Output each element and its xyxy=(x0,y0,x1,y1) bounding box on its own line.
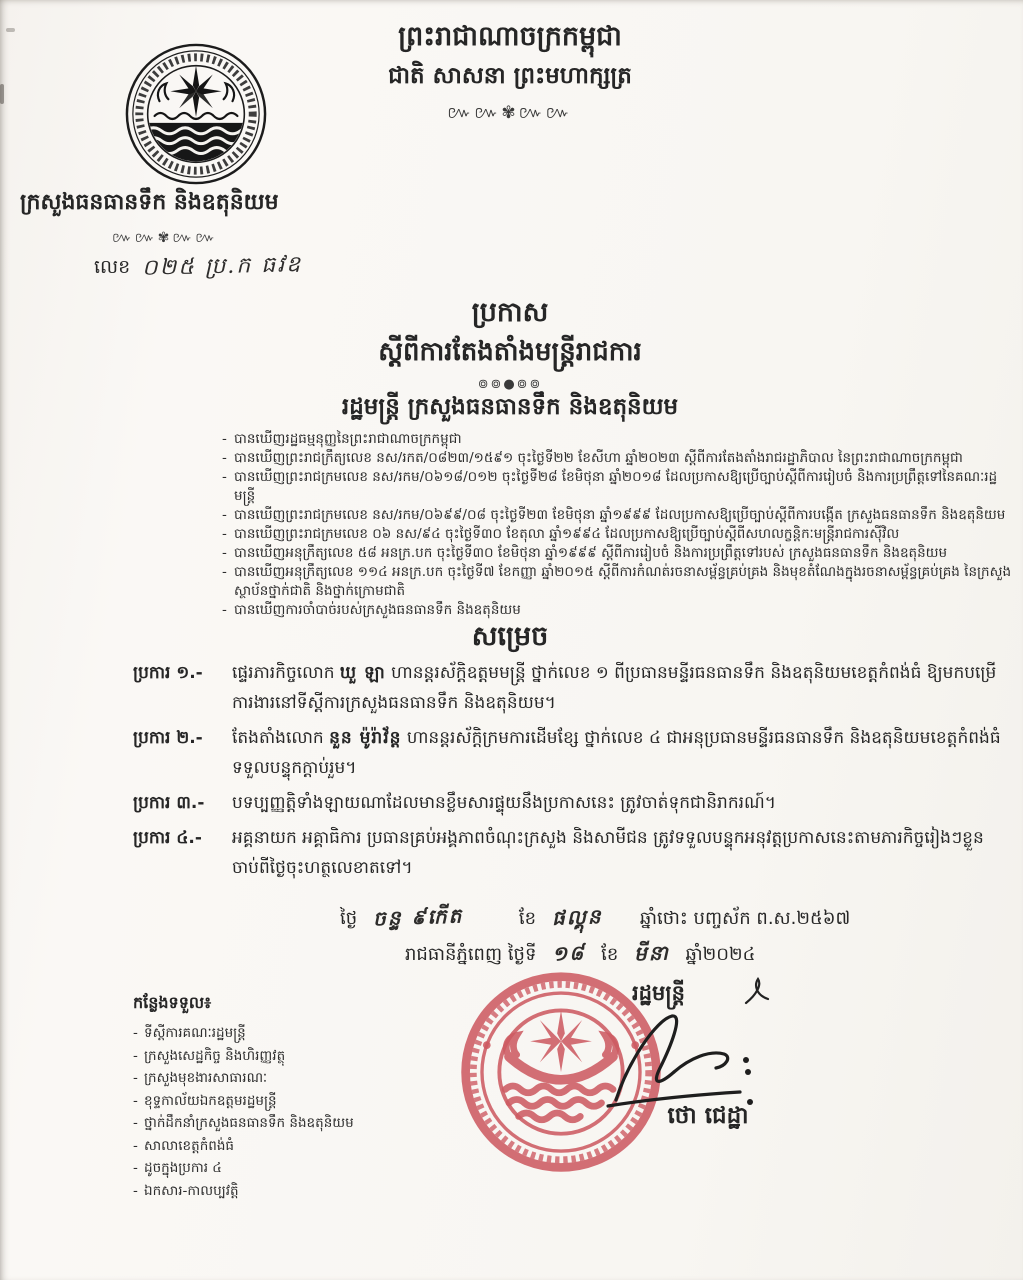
article-text xyxy=(232,788,1013,818)
distribution-item: - ឯកសារ-កាលប្បវត្តិ xyxy=(133,1180,463,1203)
date-block xyxy=(340,900,1020,972)
preamble-item: - បានឃើញព្រះរាជក្រមលេខ នស/រកម/០៦៩៩/០៨ ចុះថ្ងៃទី២៣ ខែមិថុនា ឆ្នាំ១៩៩៩ ដែលប្រកាសឱ្យប្រើច្បាប់ស្តីពីការបង្កើត ក្រសួងធនធានទឹក និងឧតុនិយម xyxy=(222,506,1012,525)
month-label: ខែ xyxy=(518,908,537,929)
article-text xyxy=(232,723,1013,783)
distribution-item: - ដូចក្នុងប្រការ ៤ xyxy=(133,1157,463,1180)
preamble-item: - បានឃើញការចាំបាច់របស់ក្រសួងធនធានទឹក និងឧតុនិយម xyxy=(222,601,1012,620)
national-motto: ជាតិ សាសនា ព្រះមហាក្សត្រ xyxy=(388,63,632,89)
distribution-item: - ក្រសួងមុខងារសាធារណៈ xyxy=(133,1067,463,1090)
place-and-day-label: រាជធានីភ្នំពេញ ថ្ងៃទី xyxy=(405,944,537,965)
preamble-item: - បានឃើញព្រះរាជក្រមលេខ នស/រកម/០៦១៨/០១២ ចុះថ្ងៃទី២៨ ខែមិថុនា ឆ្នាំ២០១៨ ដែលប្រកាសឱ្យប្រើច្បាប់ស្តីពីការរៀបចំ និងការប្រព្រឹត្តទៅនៃគណៈរដ្ឋមន្ត្រី xyxy=(222,468,1012,506)
scan-artifact xyxy=(0,84,4,104)
month-label: ខែ xyxy=(601,944,619,965)
document-number-handwritten: ០២៥ ប្រ.ក ធវឧ xyxy=(141,252,303,281)
distribution-section xyxy=(133,992,463,1202)
document-subject: ស្តីពីការតែងតាំងមន្ត្រីរាជការ xyxy=(378,337,642,367)
decorative-flourish: ៚៚✾៚៚ xyxy=(447,103,573,123)
article-label: ប្រការ ៣.- xyxy=(133,793,205,813)
appointee-name: នួន ម៉ូរ៉ាវ័ន្ត xyxy=(329,728,402,748)
article-text xyxy=(232,658,1013,718)
decision-heading: សម្រេច xyxy=(471,621,549,652)
preamble-item: - បានឃើញព្រះរាជក្រមលេខ ០៦ នស/៩៤ ចុះថ្ងៃទី៣០ ខែតុលា ឆ្នាំ១៩៩៤ ដែលប្រកាសឱ្យប្រើច្បាប់ស្តីពីសហលក្ខន្តិកៈមន្ត្រីរាជការស៊ីវិល xyxy=(222,525,1012,544)
article-text-post: ហានន្តរស័ក្តិឧត្តមមន្ត្រី ថ្នាក់លេខ ១ ពីប្រធានមន្ទីរធនធានទឹក និងឧតុនិយមខេត្តកំពង់ធំ ឱ្យមកបម្រើការងារនៅទីស្តីការក្រសួងធនធានទឹក និងឧតុនិយម។ xyxy=(232,663,997,713)
appointee-name: ឃួ ឡា xyxy=(339,663,386,683)
signatory-name: ថោ ជេដ្ឋា xyxy=(667,1103,749,1129)
signatory-role: រដ្ឋមន្ត្រី xyxy=(632,981,685,1005)
distribution-item: - ខុទ្ទកាល័យឯកឧត្តមរដ្ឋមន្ត្រី xyxy=(133,1090,463,1113)
article-text-pre: ផ្ទេរភារកិច្ចលោក xyxy=(232,663,340,683)
decorative-divider: ៙៙●៙៙ xyxy=(477,377,543,392)
month-handwritten: ផល្គុន xyxy=(551,904,603,930)
article-text xyxy=(232,823,1013,883)
gregorian-year: ឆ្នាំ២០២៤ xyxy=(685,944,756,965)
ministry-name: ក្រសួងធនធានទឹក និងឧតុនិយម xyxy=(20,190,279,215)
issuer-title: រដ្ឋមន្ត្រី ក្រសួងធនធានទឹក និងឧតុនិយម xyxy=(341,394,679,420)
distribution-list xyxy=(133,1022,463,1202)
distribution-item: - សាលាខេត្តកំពង់ធំ xyxy=(133,1135,463,1158)
day-label: ថ្ងៃ xyxy=(340,908,358,929)
articles-section xyxy=(133,658,1013,883)
article-label: ប្រការ ២.- xyxy=(133,728,203,748)
preamble-list xyxy=(222,430,1012,620)
lunar-date-line xyxy=(340,900,1020,936)
document-number xyxy=(94,252,302,284)
scan-artifact xyxy=(6,28,15,32)
distribution-heading: កន្លែងទទួល៖ xyxy=(133,993,212,1012)
preamble-item: - បានឃើញអនុក្រឹត្យលេខ ១១៤ អនក្រ.បក ចុះថ្ងៃទី៧ ខែកញ្ញា ឆ្នាំ២០១៥ ស្តីពីការកំណត់រចនាសម្ព័ន្ធគ្រប់គ្រង និងមុខតំណែងក្នុងរចនាសម្ព័ន្ធគ្រប់គ្រង នៃក្រសួង ស្ថាប័នថ្នាក់ជាតិ និងថ្នាក់ក្រោមជាតិ xyxy=(222,563,1012,601)
lunar-year: ឆ្នាំថោះ បញ្ចស័ក ព.ស.២៥៦៧ xyxy=(639,908,851,929)
preamble-item: - បានឃើញអនុក្រឹត្យលេខ ៥៨ អនក្រ.បក ចុះថ្ងៃទី៣០ ខែមិថុនា ឆ្នាំ១៩៩៩ ស្តីពីការរៀបចំ និងការប្រព្រឹត្តទៅរបស់ ក្រសួងធនធានទឹក និងឧតុនិយម xyxy=(222,544,1012,563)
distribution-item: - ទីស្តីការគណៈរដ្ឋមន្ត្រី xyxy=(133,1022,463,1045)
article-label: ប្រការ ១.- xyxy=(133,663,203,683)
ministry-seal-icon xyxy=(122,40,270,188)
month-handwritten: មីនា xyxy=(633,940,671,966)
document-type-title: ប្រកាស xyxy=(471,297,549,328)
gregorian-date-line xyxy=(340,936,1020,972)
article-label: ប្រការ ៤.- xyxy=(133,828,202,848)
decorative-flourish: ៚៚✾៚៚ xyxy=(111,230,219,246)
distribution-item: - ថ្នាក់ដឹកនាំក្រសួងធនធានទឹក និងឧតុនិយម xyxy=(133,1112,463,1135)
day-number-handwritten: ១៨ xyxy=(551,940,586,966)
article-text-pre: បទប្បញ្ញត្តិទាំងឡាយណាដែលមានខ្លឹមសារផ្ទុយនឹងប្រកាសនេះ ត្រូវចាត់ទុកជានិរាករណ៍។ xyxy=(232,793,776,813)
document-number-label: លេខ xyxy=(94,256,131,278)
preamble-item: - បានឃើញរដ្ឋធម្មនុញ្ញនៃព្រះរាជាណាចក្រកម្ពុជា xyxy=(222,430,1012,449)
day-handwritten: ចន្ទ ៩កើត xyxy=(372,903,464,931)
article-text-pre: តែងតាំងលោក xyxy=(232,728,330,748)
kingdom-title: ព្រះរាជាណាចក្រកម្ពុជា xyxy=(398,21,622,52)
article-text-post: ហានន្តរស័ក្តិក្រមការដើមខ្សែ ថ្នាក់លេខ ៤ ជាអនុប្រធានមន្ទីរធនធានទឹក និងឧតុនិយមខេត្តកំពង់ធំ ទទួលបន្ទុកក្តាប់រួម។ xyxy=(232,728,1001,778)
article-text-pre: អគ្គនាយក អគ្គាធិការ ប្រធានគ្រប់អង្គភាពចំណុះក្រសួង និងសាមីជន ត្រូវទទួលបន្ទុកអនុវត្តប្រកាសនេះតាមភារកិច្ចរៀងៗខ្លួន ចាប់ពីថ្ងៃចុះហត្ថលេខាតទៅ។ xyxy=(232,828,984,878)
preamble-item: - បានឃើញព្រះរាជក្រឹត្យលេខ នស/រកត/០៨២៣/១៥៩១ ចុះថ្ងៃទី២២ ខែសីហា ឆ្នាំ២០២៣ ស្តីពីការតែងតាំងរាជរដ្ឋាភិបាល នៃព្រះរាជាណាចក្រកម្ពុជា xyxy=(222,449,1012,468)
distribution-item: - ក្រសួងសេដ្ឋកិច្ច និងហិរញ្ញវត្ថុ xyxy=(133,1045,463,1068)
